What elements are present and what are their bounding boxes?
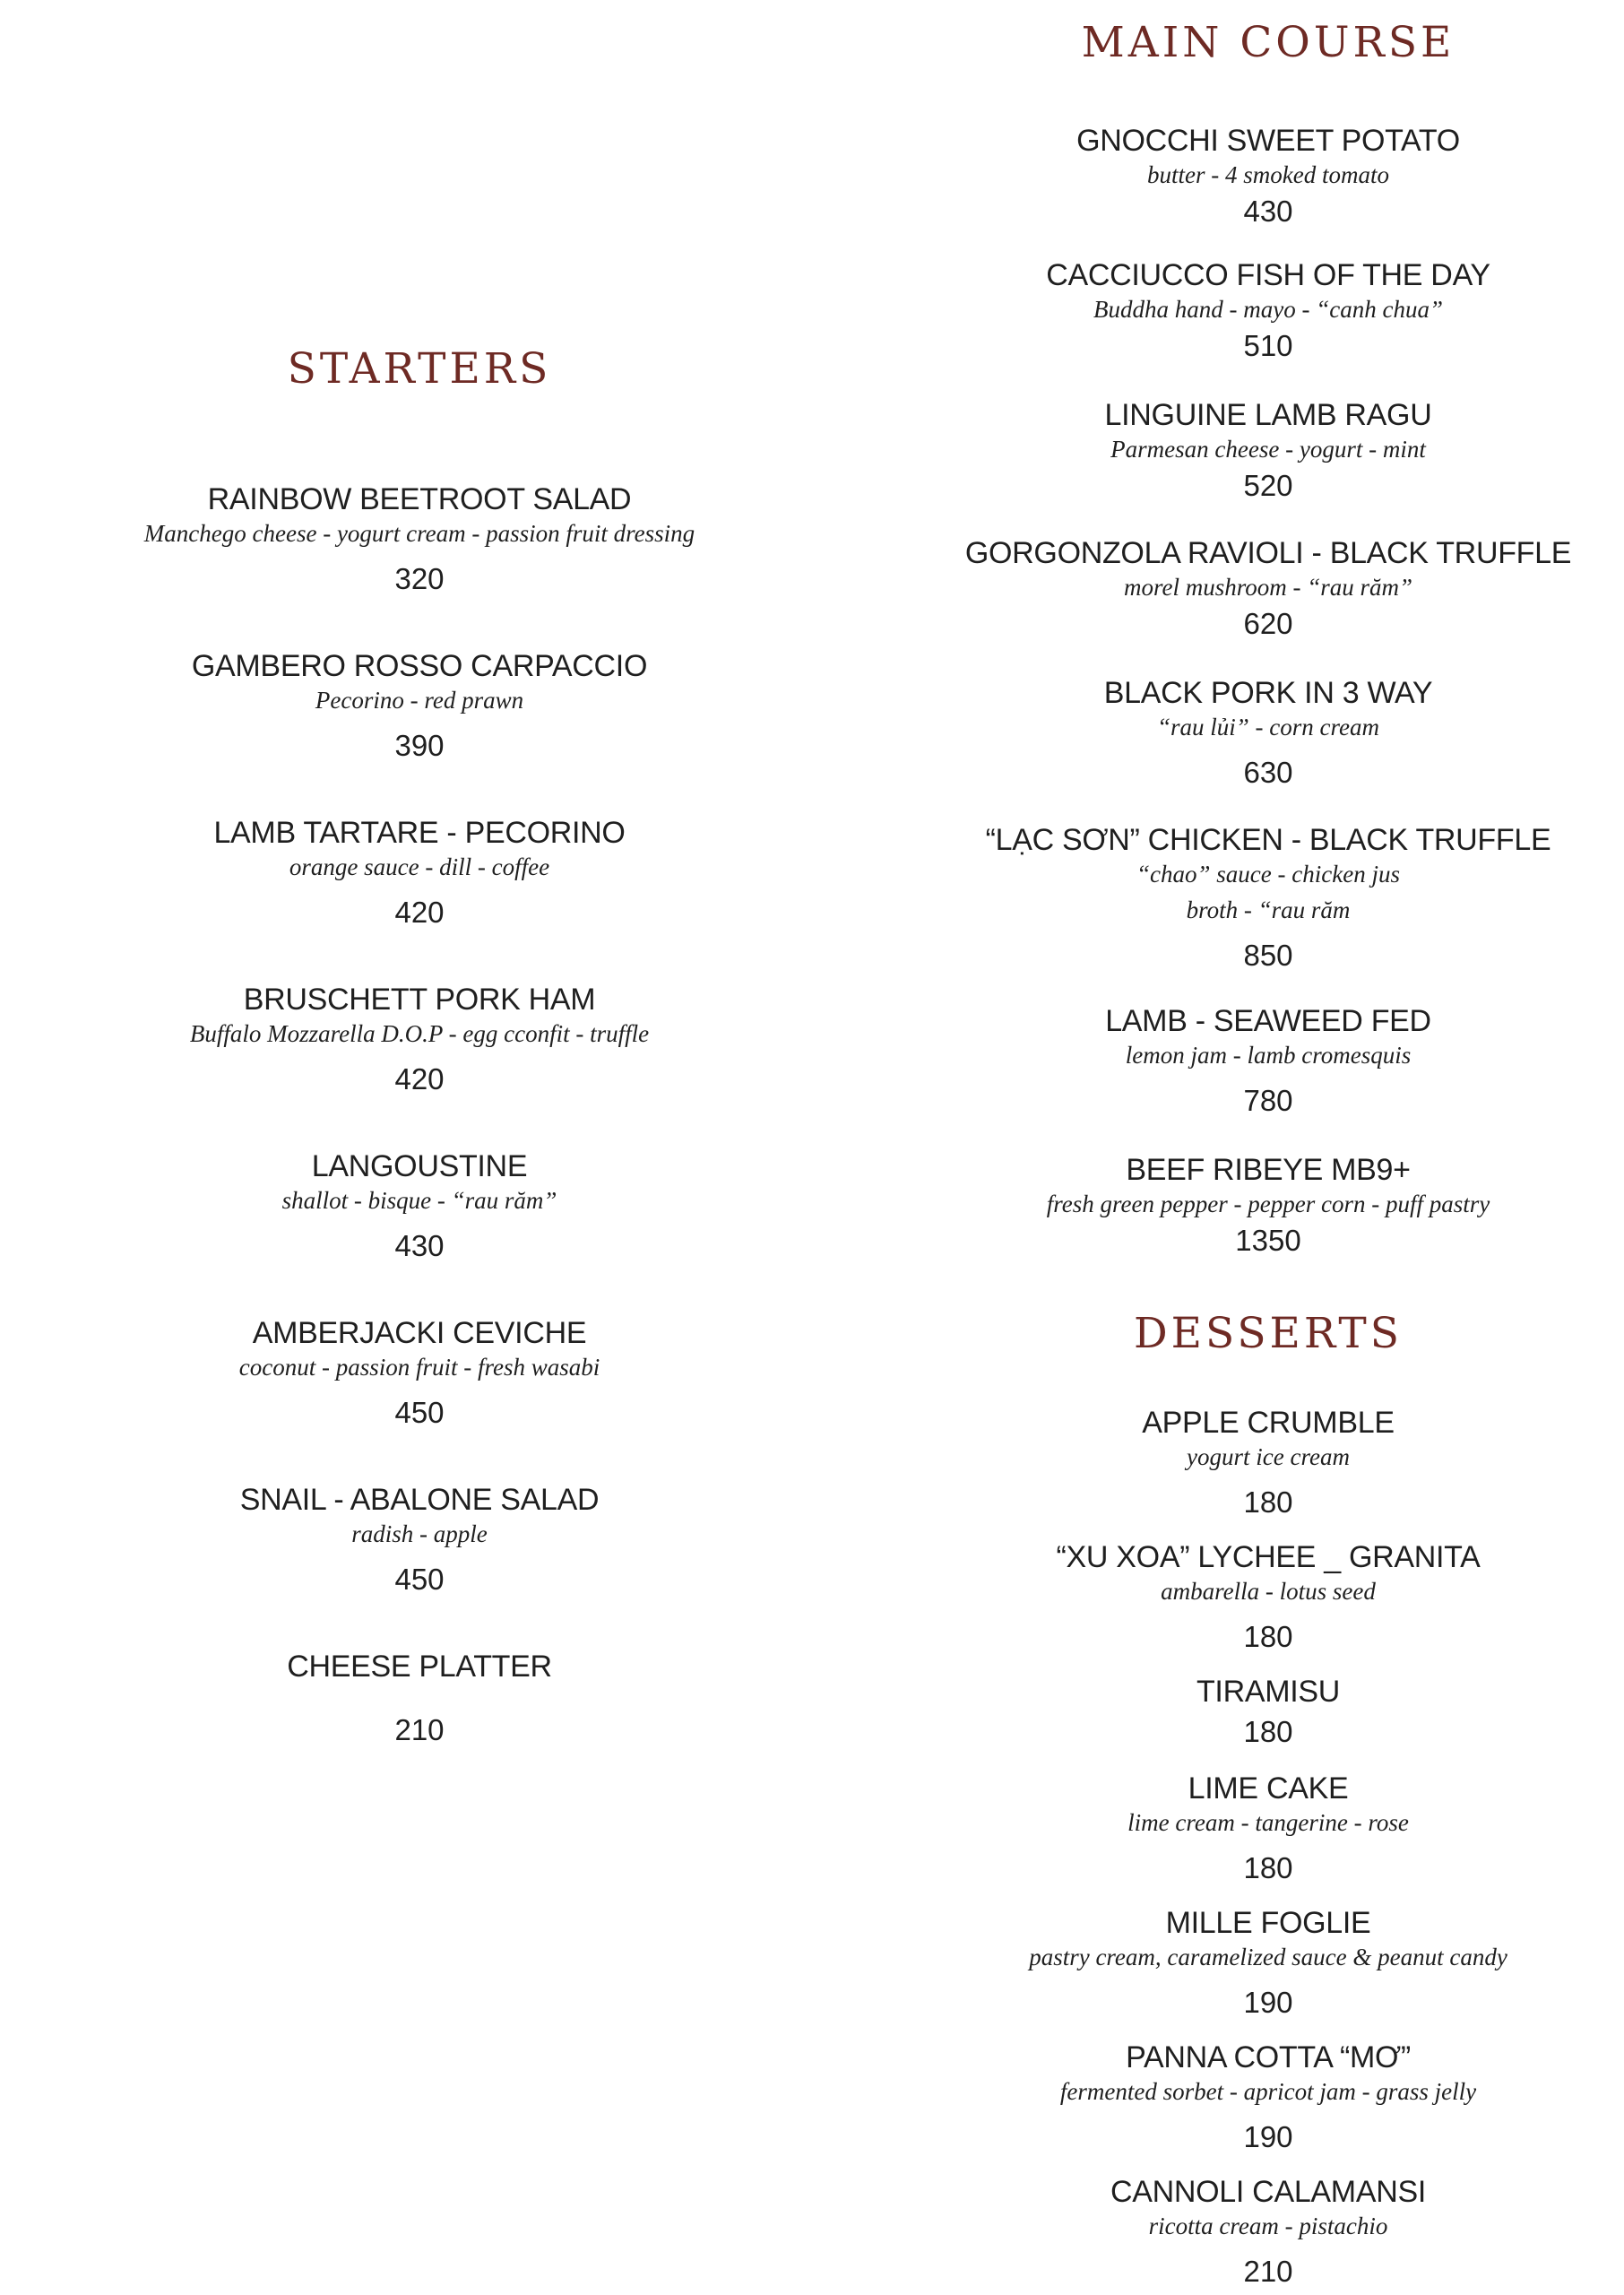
- item-description: Manchego cheese - yogurt cream - passion fruit dressing: [143, 520, 695, 547]
- menu-item: [0, 1148, 839, 1264]
- item-price: 190: [1243, 1986, 1293, 2019]
- menu-item: [914, 674, 1622, 791]
- item-description: lime cream - tangerine - rose: [1127, 1809, 1409, 1836]
- item-description: radish - apple: [351, 1520, 488, 1547]
- item-name: APPLE CRUMBLE: [1142, 1406, 1395, 1440]
- item-price: 210: [394, 1713, 445, 1746]
- item-price: 510: [1243, 329, 1293, 362]
- item-description: ambarella - lotus seed: [1161, 1578, 1376, 1605]
- item-description: “chao” sauce - chicken jus: [1136, 861, 1400, 888]
- item-price: 430: [1243, 195, 1293, 228]
- menu-item: [914, 1538, 1622, 1655]
- menu-item: [0, 647, 839, 764]
- item-description: “rau lủi” - corn cream: [1157, 714, 1379, 740]
- menu-item: [0, 1648, 839, 1748]
- item-price: 450: [394, 1563, 445, 1596]
- item-description-line2: broth - “rau răm: [1186, 896, 1351, 923]
- starters-title: STARTERS: [287, 344, 552, 394]
- item-price: 1350: [1235, 1224, 1301, 1257]
- menu-item: [914, 1151, 1622, 1259]
- item-description: Parmesan cheese - yogurt - mint: [1110, 436, 1426, 463]
- item-name: RAINBOW BEETROOT SALAD: [207, 482, 632, 516]
- item-description: Pecorino - red prawn: [315, 687, 524, 714]
- item-name: CACCIUCCO FISH OF THE DAY: [1046, 258, 1490, 292]
- item-name: SNAIL - ABALONE SALAD: [239, 1483, 600, 1517]
- item-price: 390: [394, 729, 445, 762]
- menu-item: [914, 534, 1622, 642]
- item-name: LANGOUSTINE: [311, 1149, 528, 1183]
- item-description: Buddha hand - mayo - “canh chua”: [1093, 296, 1443, 323]
- menu-item: [914, 396, 1622, 504]
- menu-item: [914, 1002, 1622, 1119]
- menu-item: [0, 1314, 839, 1431]
- item-name: “LẠC SƠN” CHICKEN - BLACK TRUFFLE: [985, 823, 1551, 857]
- menu-item: [914, 1673, 1622, 1750]
- item-description: ricotta cream - pistachio: [1148, 2213, 1388, 2239]
- menu-item: [914, 821, 1622, 974]
- item-price: 430: [394, 1229, 445, 1262]
- main-course-title: MAIN COURSE: [1081, 18, 1456, 67]
- menu-item: [914, 2173, 1622, 2290]
- item-price: 630: [1243, 756, 1293, 789]
- item-description: coconut - passion fruit - fresh wasabi: [238, 1354, 600, 1381]
- item-name: LAMB - SEAWEED FED: [1105, 1004, 1431, 1038]
- item-name: LINGUINE LAMB RAGU: [1104, 398, 1432, 432]
- item-name: BRUSCHETT PORK HAM: [243, 983, 596, 1017]
- item-price: 180: [1243, 1620, 1293, 1653]
- item-name: CHEESE PLATTER: [287, 1650, 552, 1684]
- item-price: 180: [1243, 1851, 1293, 1884]
- main-course-section: [914, 0, 1622, 1309]
- item-price: 190: [1243, 2120, 1293, 2153]
- desserts-section: [914, 1309, 1622, 2295]
- item-price: 850: [1243, 939, 1293, 972]
- menu-item: [0, 814, 839, 931]
- item-price: 620: [1243, 607, 1293, 640]
- item-description: shallot - bisque - “rau răm”: [281, 1187, 557, 1214]
- item-description: fermented sorbet - apricot jam - grass jelly: [1059, 2078, 1477, 2105]
- item-name: TIRAMISU: [1196, 1675, 1341, 1709]
- desserts-title: DESSERTS: [1134, 1309, 1403, 1358]
- item-name: AMBERJACKI CEVICHE: [252, 1316, 587, 1350]
- item-description: lemon jam - lamb cromesquis: [1125, 1042, 1412, 1069]
- item-name: “XU XOA” LYCHEE _ GRANITA: [1056, 1540, 1481, 1574]
- item-price: 450: [394, 1396, 445, 1429]
- item-name: BEEF RIBEYE MB9+: [1126, 1153, 1411, 1187]
- menu-item: [914, 122, 1622, 230]
- menu-item: [0, 481, 839, 597]
- item-description: pastry cream, caramelized sauce & peanut candy: [1029, 1944, 1507, 1970]
- item-price: 780: [1243, 1084, 1293, 1117]
- item-price: 180: [1243, 1715, 1293, 1748]
- item-name: GNOCCHI SWEET POTATO: [1076, 124, 1460, 158]
- item-price: 210: [1243, 2255, 1293, 2288]
- item-description: butter - 4 smoked tomato: [1147, 161, 1389, 188]
- menu-item: [914, 2039, 1622, 2155]
- menu-item: [914, 1904, 1622, 2021]
- menu-item: [914, 1770, 1622, 1886]
- menu-item: [0, 1481, 839, 1598]
- item-name: LAMB TARTARE - PECORINO: [213, 816, 626, 850]
- menu-item: [0, 981, 839, 1097]
- item-name: GORGONZOLA RAVIOLI - BLACK TRUFFLE: [964, 536, 1572, 570]
- item-name: MILLE FOGLIE: [1165, 1906, 1371, 1940]
- item-price: 320: [394, 562, 445, 595]
- item-name: CANNOLI CALAMANSI: [1110, 2175, 1426, 2209]
- item-description: Buffalo Mozzarella D.O.P - egg cconfit - truffle: [189, 1020, 650, 1047]
- item-name: GAMBERO ROSSO CARPACCIO: [191, 649, 648, 683]
- menu-item: [914, 1404, 1622, 1520]
- item-name: PANNA COTTA “MƠ”: [1126, 2040, 1411, 2074]
- menu-item: [914, 256, 1622, 364]
- item-description: morel mushroom - “rau răm”: [1123, 574, 1413, 601]
- item-name: LIME CAKE: [1188, 1771, 1349, 1806]
- item-price: 180: [1243, 1485, 1293, 1519]
- item-price: 520: [1243, 469, 1293, 502]
- item-description: orange sauce - dill - coffee: [289, 853, 550, 880]
- item-price: 420: [394, 896, 445, 929]
- item-description: fresh green pepper - pepper corn - puff pastry: [1046, 1191, 1490, 1217]
- item-description: yogurt ice cream: [1187, 1443, 1350, 1470]
- item-name: BLACK PORK IN 3 WAY: [1103, 676, 1433, 710]
- item-price: 420: [394, 1062, 445, 1096]
